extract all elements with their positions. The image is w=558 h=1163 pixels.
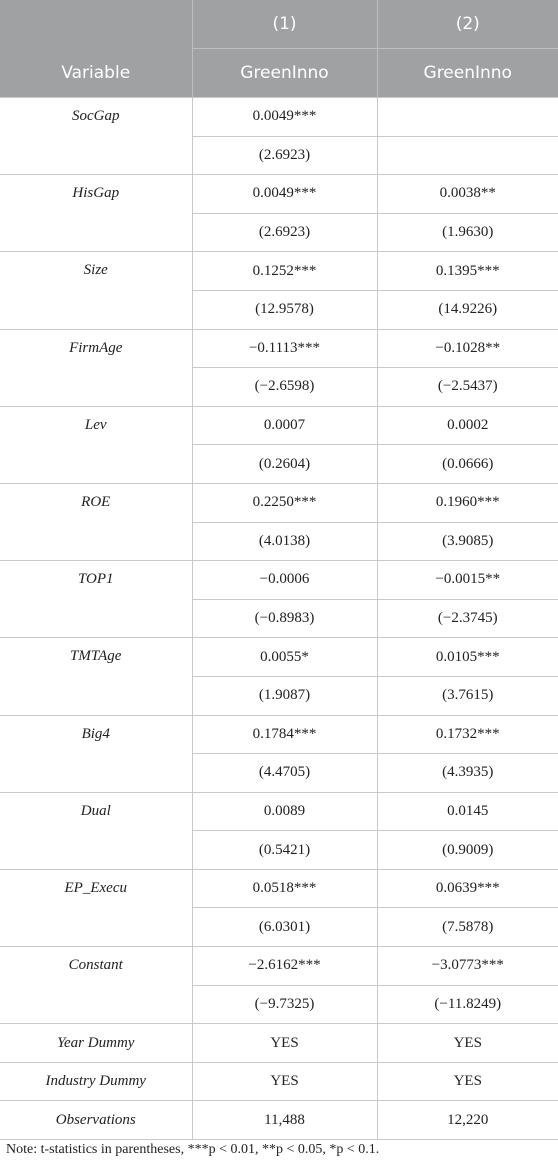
tstat-col2: (0.0666): [377, 445, 558, 484]
tstat-col1: (4.4705): [192, 754, 377, 793]
tstat-col1: (−0.8983): [192, 599, 377, 638]
coefficient-col1: 0.0089: [192, 792, 377, 831]
variable-name: EP_Execu: [0, 869, 192, 946]
tstat-col2: (−2.5437): [377, 368, 558, 407]
table-row-coefficient: [0, 561, 558, 600]
table-row-coefficient: [0, 175, 558, 214]
table-row-coefficient: [0, 252, 558, 291]
coefficient-col2: 0.1732***: [377, 715, 558, 754]
coefficient-col2: 0.0002: [377, 406, 558, 445]
table-row-coefficient: [0, 98, 558, 137]
tstat-col2: [377, 136, 558, 175]
variable-name: Size: [0, 252, 192, 329]
header-blank-cell: [0, 0, 192, 49]
tstat-col1: (−9.7325): [192, 985, 377, 1024]
tstat-col1: (−2.6598): [192, 368, 377, 407]
footer-col2: YES: [377, 1024, 558, 1063]
table-row-coefficient: [0, 329, 558, 368]
footer-col2: 12,220: [377, 1101, 558, 1140]
tstat-col2: (14.9226): [377, 290, 558, 329]
coefficient-col1: −0.0006: [192, 561, 377, 600]
variable-name: Dual: [0, 792, 192, 869]
header-col2-dependent: GreenInno: [377, 49, 558, 98]
header-col1-dependent: GreenInno: [192, 49, 377, 98]
tstat-col2: (0.9009): [377, 831, 558, 870]
tstat-col2: (−2.3745): [377, 599, 558, 638]
table-row-coefficient: [0, 483, 558, 522]
coefficient-col2: 0.1395***: [377, 252, 558, 291]
variable-name: FirmAge: [0, 329, 192, 406]
header-col2-number: (2): [377, 0, 558, 49]
tstat-col1: (0.2604): [192, 445, 377, 484]
tstat-col2: (1.9630): [377, 213, 558, 252]
footer-label: Year Dummy: [0, 1024, 192, 1063]
table-row-footer: [0, 1062, 558, 1101]
tstat-col1: (4.0138): [192, 522, 377, 561]
variable-name: Big4: [0, 715, 192, 792]
tstat-col2: (4.3935): [377, 754, 558, 793]
table-body: [0, 98, 558, 1140]
header-row-labels: [0, 49, 558, 98]
coefficient-col2: −3.0773***: [377, 947, 558, 986]
variable-name: SocGap: [0, 98, 192, 175]
header-row-numbers: [0, 0, 558, 49]
coefficient-col1: −2.6162***: [192, 947, 377, 986]
coefficient-col1: 0.1784***: [192, 715, 377, 754]
coefficient-col1: 0.1252***: [192, 252, 377, 291]
table-note: Note: t-statistics in parentheses, ***p < 0.01, **p < 0.05, *p < 0.1.: [6, 1142, 380, 1157]
coefficient-col2: 0.0639***: [377, 869, 558, 908]
coefficient-col1: 0.2250***: [192, 483, 377, 522]
footer-col1: YES: [192, 1024, 377, 1063]
tstat-col1: (2.6923): [192, 213, 377, 252]
coefficient-col1: 0.0007: [192, 406, 377, 445]
footer-label: Industry Dummy: [0, 1062, 192, 1101]
header-col1-number: (1): [192, 0, 377, 49]
header-variable-label: Variable: [0, 49, 192, 98]
table-row-coefficient: [0, 715, 558, 754]
table-row-footer: [0, 1101, 558, 1140]
coefficient-col1: 0.0049***: [192, 98, 377, 137]
coefficient-col1: 0.0055*: [192, 638, 377, 677]
footer-col2: YES: [377, 1062, 558, 1101]
variable-name: ROE: [0, 483, 192, 560]
tstat-col1: (2.6923): [192, 136, 377, 175]
variable-name: Lev: [0, 406, 192, 483]
variable-name: HisGap: [0, 175, 192, 252]
tstat-col1: (0.5421): [192, 831, 377, 870]
variable-name: Constant: [0, 947, 192, 1024]
tstat-col2: (−11.8249): [377, 985, 558, 1024]
coefficient-col2: 0.0038**: [377, 175, 558, 214]
variable-name: TMTAge: [0, 638, 192, 715]
table-row-coefficient: [0, 792, 558, 831]
coefficient-col2: −0.1028**: [377, 329, 558, 368]
tstat-col1: (1.9087): [192, 676, 377, 715]
table-row-coefficient: [0, 406, 558, 445]
coefficient-col1: −0.1113***: [192, 329, 377, 368]
tstat-col1: (6.0301): [192, 908, 377, 947]
footer-label: Observations: [0, 1101, 192, 1140]
coefficient-col2: −0.0015**: [377, 561, 558, 600]
coefficient-col1: 0.0049***: [192, 175, 377, 214]
coefficient-col2: 0.1960***: [377, 483, 558, 522]
coefficient-col2: 0.0145: [377, 792, 558, 831]
tstat-col2: (3.9085): [377, 522, 558, 561]
tstat-col1: (12.9578): [192, 290, 377, 329]
variable-name: TOP1: [0, 561, 192, 638]
coefficient-col1: 0.0518***: [192, 869, 377, 908]
coefficient-col2: [377, 98, 558, 137]
coefficient-col2: 0.0105***: [377, 638, 558, 677]
tstat-col2: (7.5878): [377, 908, 558, 947]
tstat-col2: (3.7615): [377, 676, 558, 715]
footer-col1: YES: [192, 1062, 377, 1101]
footer-col1: 11,488: [192, 1101, 377, 1140]
table-row-coefficient: [0, 947, 558, 986]
table-row-coefficient: [0, 638, 558, 677]
table-row-coefficient: [0, 869, 558, 908]
table-row-footer: [0, 1024, 558, 1063]
